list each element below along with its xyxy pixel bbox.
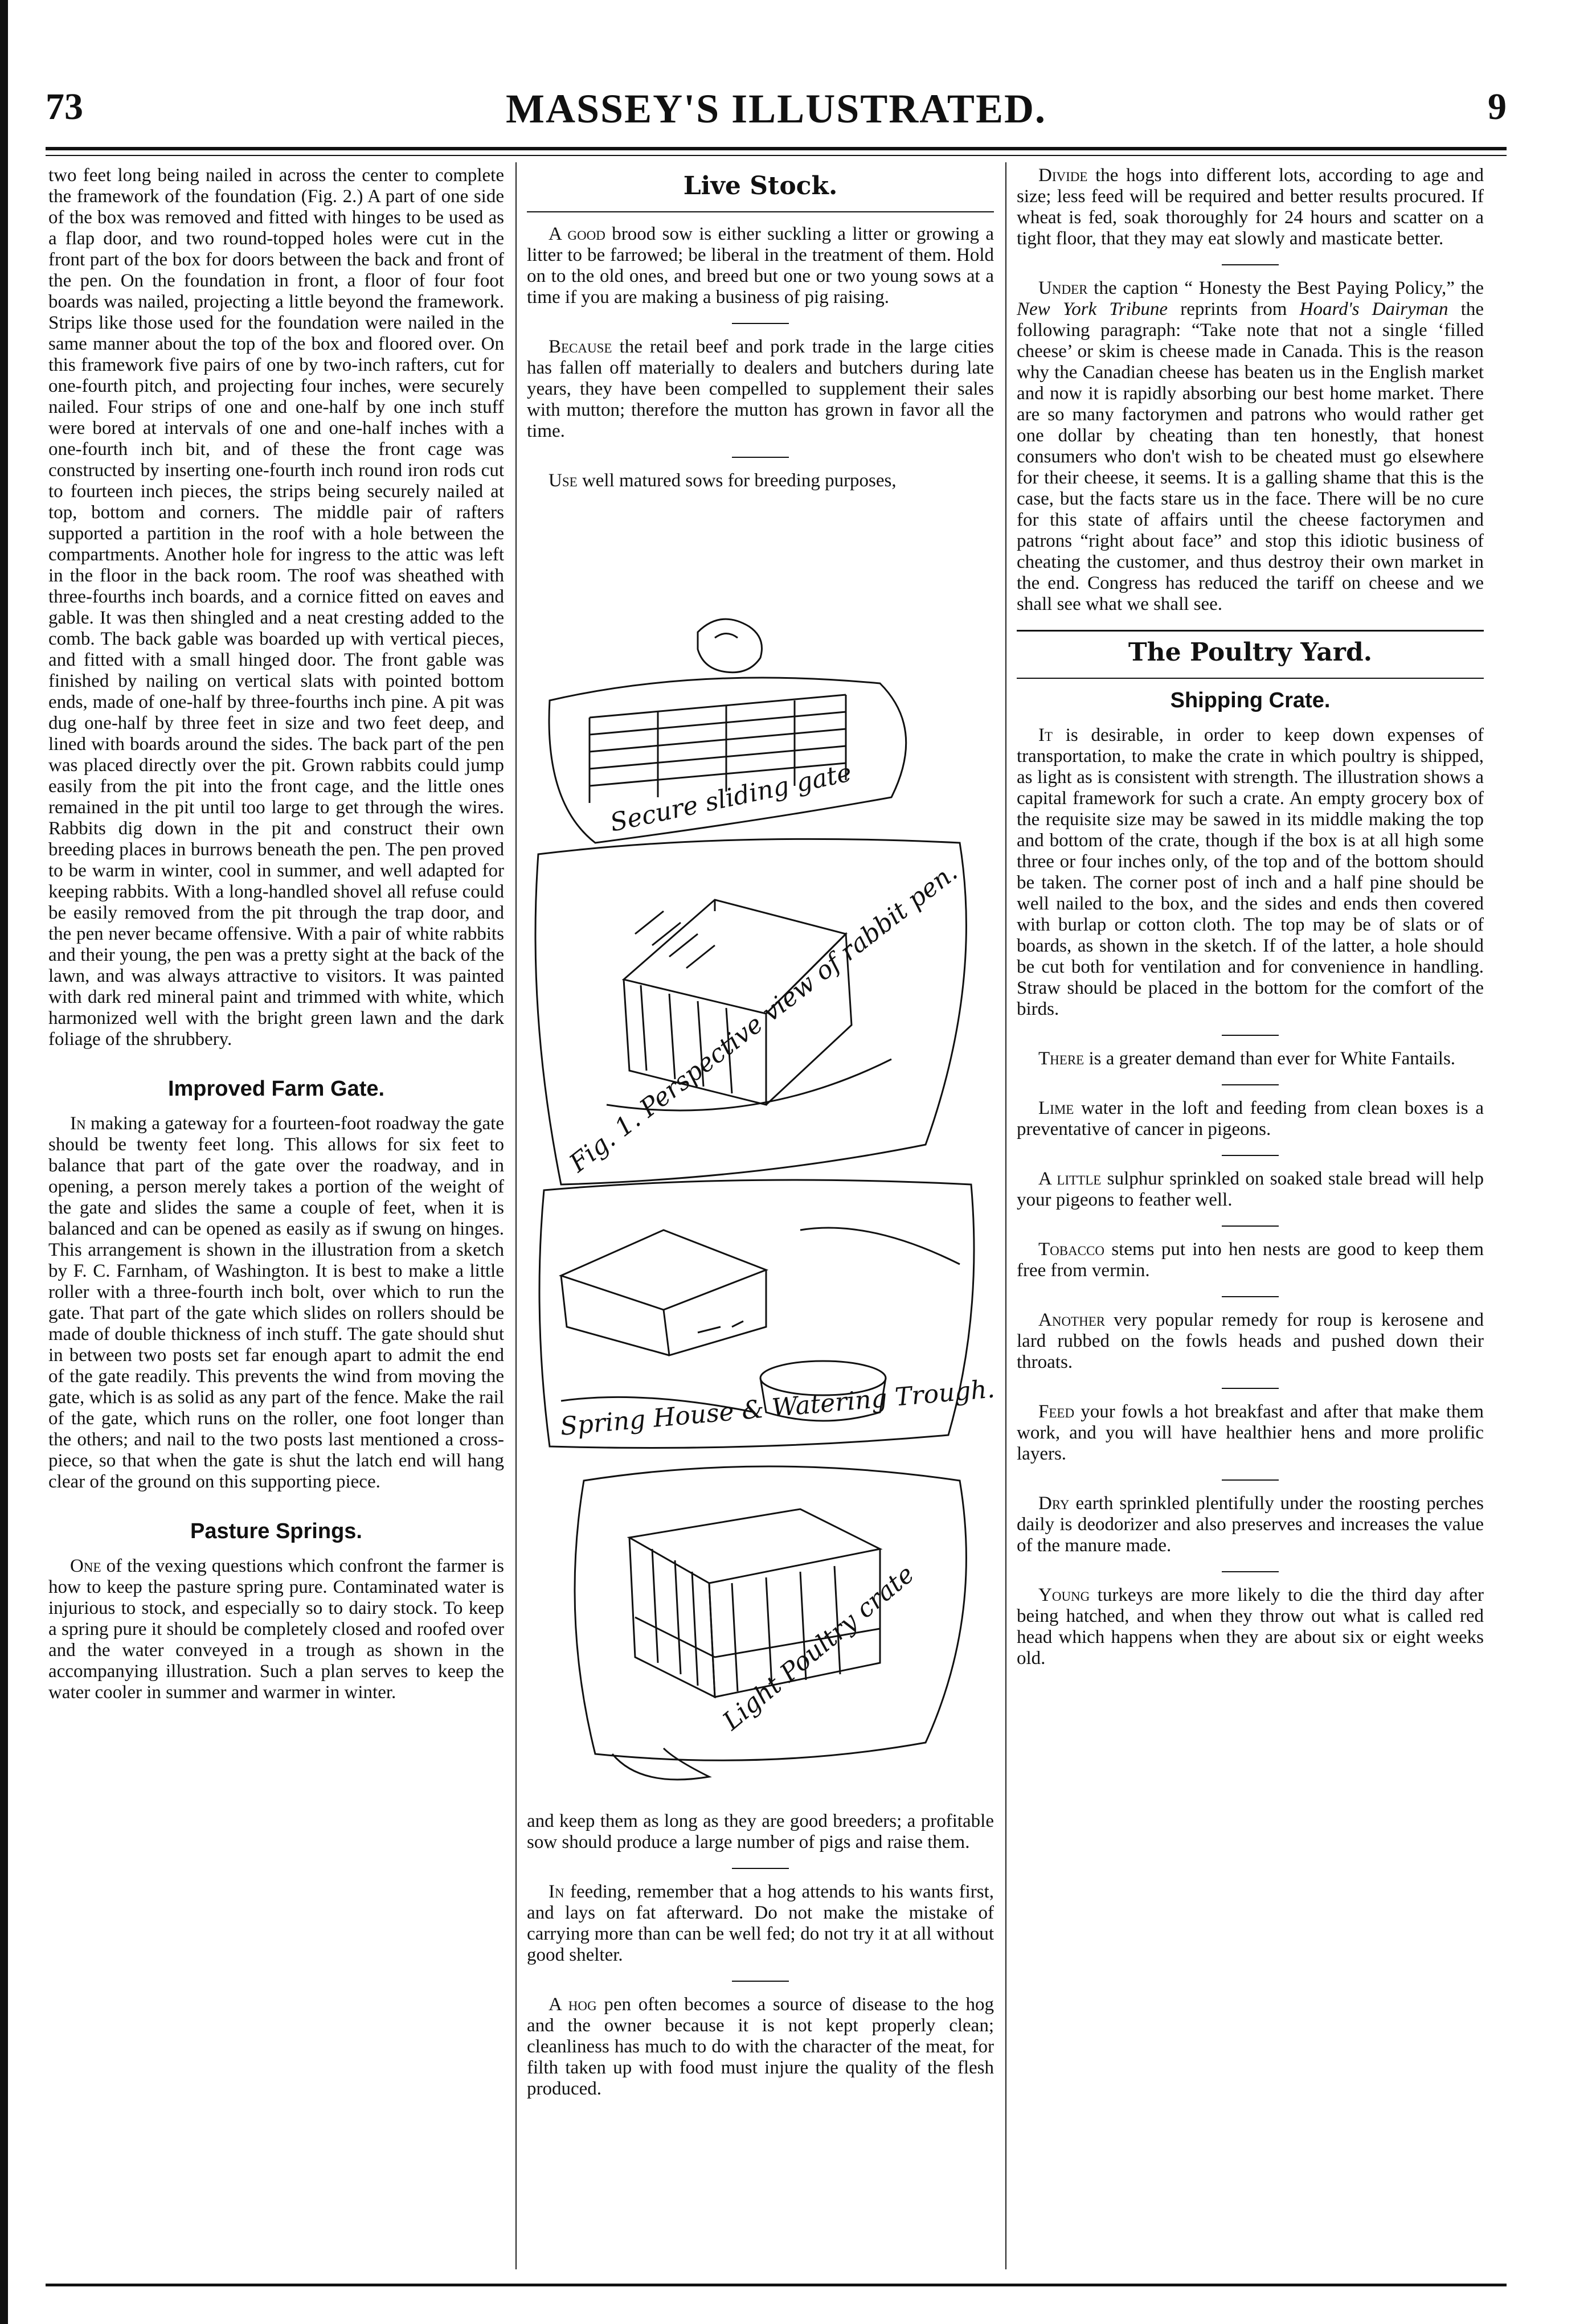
heading-improved-farm-gate: Improved Farm Gate. — [167, 1077, 385, 1101]
rabbit-pen-drawing — [607, 900, 891, 1110]
page-number-right: 9 — [1488, 86, 1507, 128]
heading-poultry-yard: The Poultry Yard. — [1128, 638, 1373, 667]
lead-word: In — [549, 1882, 564, 1902]
column-middle — [527, 165, 994, 506]
lead-word: It — [1038, 725, 1053, 745]
roup-remedy-paragraph — [1017, 1310, 1484, 1373]
pasture-springs-paragraph — [48, 1556, 504, 1703]
item-divider — [1222, 1155, 1279, 1156]
paragraph-text: the hogs into different lots, according to age and size; less feed will be required and better results procured. If wheat is fed, soak thoroughly for 24 hours and scatter on a tight floor, that they may eat slowly and masticate better. — [1017, 165, 1484, 249]
breeding-sows-paragraph — [527, 470, 994, 491]
heading-live-stock: Live Stock. — [683, 171, 838, 200]
lead-word: There — [1038, 1048, 1084, 1069]
item-divider — [1222, 1388, 1279, 1389]
feeding-paragraph — [527, 1882, 994, 1966]
paragraph-text: turkeys are more likely to die the third day after being hatched, and when they throw out what is called red head which happens when they are about six or eight weeks old. — [1017, 1585, 1484, 1669]
page-header — [46, 85, 1507, 137]
engraving-illustration — [527, 615, 994, 1800]
dry-earth-paragraph — [1017, 1493, 1484, 1556]
lead-word: Because — [549, 337, 612, 357]
header-rule — [46, 147, 1507, 150]
caption-rabbit-pen: Fig. 1. Perspective view of rabbit pen. — [564, 857, 963, 1178]
item-divider — [1222, 1035, 1279, 1036]
lead-word: Divide — [1038, 165, 1088, 186]
paragraph-text: the following paragraph: “Take note that not a single ‘filled cheese’ or skim is cheese made in Canada. This is the reason why the Canadian cheese has beaten us in the English market and now it is rapidly absorbing our best home market. There are so many factorymen and patrons who would rather get one dollar by cheating than ten honestly, that honest consumers who don't wish to be cheated must go elsewhere for their cheese, it seems. It is a galling shame that this is the case, but the facts stare us in the face. There will be no cure for this state of affairs until the cheese factorymen and patrons “right about face” and stop this idiotic business of cheating the customer, and thus destroy their own market in the end. Congress has reduced the tariff on cheese and we shall see what we shall see. — [1017, 299, 1484, 614]
newspaper-name: Hoard's Dairyman — [1299, 299, 1448, 319]
lead-word: In — [70, 1113, 86, 1134]
hand-icon — [698, 619, 762, 673]
lead-word: A hog — [549, 1994, 597, 2015]
poultry-crate-drawing — [629, 1509, 880, 1697]
lead-word: Feed — [1038, 1401, 1075, 1422]
lead-word: A good — [549, 224, 605, 244]
paragraph-text: brood sow is either suckling a litter or growing a litter to be farrowed; be liberal in the treatment of them. Hold on to the old ones, and breed but one or two young sows at a time if you are making a business of pig raising. — [527, 224, 995, 308]
paragraph-text: very popular remedy for roup is kerosene and lard rubbed on the fowls heads and pushed down their throats. — [1017, 1310, 1484, 1372]
item-divider — [1222, 1084, 1279, 1085]
caption-poultry-crate: Light Poultry crate — [717, 1559, 920, 1736]
header-rule-thin — [46, 155, 1507, 156]
hog-pen-paragraph — [527, 1994, 994, 2100]
mutton-paragraph — [527, 337, 994, 442]
section-rule — [1017, 678, 1484, 679]
shipping-crate-paragraph — [1017, 725, 1484, 1020]
heading-pasture-springs: Pasture Springs. — [190, 1519, 362, 1543]
section-rule — [527, 211, 994, 212]
column-separator-1 — [515, 162, 517, 2269]
paragraph-text: the retail beef and pork trade in the large cities has fallen off materially to dealers and butchers during late years, they have been compelled to supplement their sales with mutton; therefore the mutton has grown in favor all the time. — [527, 337, 994, 441]
lead-word: Another — [1038, 1310, 1106, 1330]
item-divider — [1222, 1225, 1279, 1227]
item-divider — [732, 1868, 789, 1869]
brood-sow-paragraph — [527, 224, 994, 308]
paragraph-text: reprints from — [1168, 299, 1300, 319]
lead-word: A little — [1038, 1169, 1102, 1189]
column-middle-lower — [527, 1811, 994, 2114]
masthead-title: MASSEY'S ILLUSTRATED. — [506, 86, 1046, 132]
column-right — [1017, 165, 1484, 1684]
paragraph-text: pen often becomes a source of disease to the hog and the owner because it is not kept properly clean; cleanliness has much to do with the character of the meat, for filth taken up with food must injure the quality of the flesh produced. — [527, 1994, 994, 2099]
column-separator-2 — [1005, 162, 1006, 2269]
divide-hogs-paragraph — [1017, 165, 1484, 249]
paragraph-text: well matured sows for breeding purposes, — [577, 470, 897, 491]
lead-word: Under — [1038, 278, 1088, 298]
item-divider — [1222, 1571, 1279, 1572]
sulphur-paragraph — [1017, 1169, 1484, 1211]
heading-shipping-crate: Shipping Crate. — [1170, 688, 1331, 712]
banner-gate — [549, 678, 906, 843]
lead-word: Dry — [1038, 1493, 1070, 1514]
page-edge-rule — [0, 0, 8, 2324]
section-rule — [1017, 630, 1484, 632]
caption-sliding-gate: Secure sliding gate — [607, 758, 854, 838]
paragraph-text: feeding, remember that a hog attends to his wants first, and lays on fat afterward. Do not make the mistake of carrying more than can be well fed; do not try it at all without good shelter. — [527, 1882, 994, 1965]
paragraph-text: of the vexing questions which confront the farmer is how to keep the pasture spring pure. Contaminated water is injurious to stock, and especially so to dairy stock. To keep a spring pure it should be completely closed and roofed over and the water conveyed in a trough as shown in the accompanying illustration. Such a plan serves to keep the water cooler in summer and warmer in winter. — [48, 1556, 504, 1703]
tobacco-paragraph — [1017, 1239, 1484, 1281]
paragraph-text: your fowls a hot breakfast and after that make them work, and you will have healthier hens and more prolific layers. — [1017, 1401, 1484, 1464]
ribbon-tail — [612, 1748, 709, 1780]
feed-fowls-paragraph — [1017, 1401, 1484, 1465]
paragraph-text: making a gateway for a fourteen-foot roadway the gate should be twenty feet long. This allows for six feet to balance that part of the gate over the roadway, and in opening, a person merely takes a portion of the weight of the gate and slides the same a couple of feet, when it is balanced and can be opened as easily as if swung on hinges. This arrangement is shown in the illustration from a sketch by F. C. Farnham, of Washington. It is best to make a little roller with a three-fourth inch bolt, over which to run the gate. That part of the gate which slides on rollers should be made of double thickness of inch stuff. The gate should shut in between two posts set far enough apart to admit the end of the gate readily. This prevents the wind from moving the gate, which is as solid as any part of the fence. Make the rail of the gate, which runs on the roller, one foot longer than the others; and nail to the two posts last mentioned a cross-piece, so that when the gate is shut the latch end will hang clear of the ground on this supporting piece. — [48, 1113, 504, 1492]
lime-water-paragraph — [1017, 1098, 1484, 1140]
lead-word: Tobacco — [1038, 1239, 1105, 1260]
lead-word: Lime — [1038, 1098, 1074, 1118]
page-number-left: 73 — [46, 86, 83, 128]
paragraph-text: water in the loft and feeding from clean boxes is a preventative of cancer in pigeons. — [1017, 1098, 1484, 1140]
item-divider — [1222, 1296, 1279, 1297]
illustration-panel — [527, 615, 994, 1800]
item-divider — [732, 1981, 789, 1982]
lead-word: One — [70, 1556, 101, 1576]
paragraph-text: sulphur sprinkled on soaked stale bread will help your pigeons to feather well. — [1017, 1169, 1484, 1210]
item-divider — [732, 323, 789, 324]
lead-word: Young — [1038, 1585, 1090, 1605]
newspaper-name: New York Tribune — [1017, 299, 1168, 319]
column-left — [48, 165, 504, 1718]
paragraph-text: stems put into hen nests are good to keep them free from vermin. — [1017, 1239, 1484, 1281]
farm-gate-paragraph — [48, 1113, 504, 1493]
young-turkeys-paragraph — [1017, 1585, 1484, 1669]
footer-rule — [46, 2284, 1507, 2286]
paragraph-text: earth sprinkled plentifully under the roosting perches daily is deodorizer and also preserves and increases the value of the manure made. — [1017, 1493, 1484, 1556]
paragraph-text: is desirable, in order to keep down expenses of transportation, to make the crate in which poultry is shipped, as light as is consistent with strength. The illustration shows a capital framework for such a crate. An empty grocery box of the requisite size may be sawed in its middle making the top and bottom of the crate, though if the box is at all high some three or four inches only, of the top and of the bottom should be taken. The corner post of inch and a half pine should be well nailed to the box, and the sides and ends then covered with burlap or cotton cloth. The top may be of slats or of boards, as shown in the sketch. If of the latter, a hole should be cut both for ventilation and for convenience in handling. Straw should be placed in the bottom for the comfort of the birds. — [1017, 725, 1484, 1019]
item-divider — [1222, 1479, 1279, 1481]
breeding-sows-continued: and keep them as long as they are good breeders; a profitable sow should produce a large number of pigs and raise them. — [527, 1811, 994, 1852]
item-divider — [732, 457, 789, 458]
caption-spring-house: Spring House & Watering Trough. — [559, 1374, 994, 1441]
honesty-paragraph — [1017, 278, 1484, 615]
lead-word: Use — [549, 470, 578, 491]
paragraph-text: is a greater demand than ever for White Fantails. — [1084, 1048, 1456, 1069]
fantails-paragraph — [1017, 1048, 1484, 1069]
paragraph-text: the caption “ Honesty the Best Paying Policy,” the — [1087, 278, 1484, 298]
item-divider — [1222, 264, 1279, 265]
rabbit-pen-paragraph: two feet long being nailed in across the center to complete the framework of the foundation (Fig. 2.) A part of one side of the box was removed and fitted with hinges to be used as a flap door, and two round-topped holes were cut in the front part of the box for doors between the back and front of the pen. On the foundation in front, a floor of four foot boards was nailed, projecting a little beyond the framework. Strips like those used for the foundation were nailed in the same manner about the top of the box and floored over. On this framework five pairs of one by two-inch rafters, cut for one-fourth pitch, and projecting four inches, were securely nailed. Four strips of one and one-half by one inch stuff were bored at intervals of one and one-half inches with a one-fourth inch bit, and of these the front cage was constructed by inserting one-fourth inch round iron rods cut to fourteen inch pieces, the strips being securely nailed at top, bottom and corners. The middle pair of rafters supported a partition in the roof with a hole between the compartments. Another hole for ingress to the attic was left in the floor in the back room. The roof was sheathed with three-fourths inch boards, and a cornice fitted on eaves and gable. It was then shingled and a neat cresting added to the comb. The back gable was boarded up with vertical pieces, and fitted with a small hinged door. The front gable was finished by nailing on vertical slats with pointed bottom ends, made of one-half by three-fourths inch pine. A pit was dug one-half by three feet in size and two feet deep, and lined with boards around the sides. The back part of the pen was placed directly over the pit. Grown rabbits could jump easily from the pit into the front cage, and the little ones remained in the pit until too large to get through the wires. Rabbits dig down in the pit and construct their own breeding places in burrows beneath the pen. The pen proved to be warm in winter, cool in summer, and well adapted for keeping rabbits. With a long-handled shovel all refuse could be easily removed from the pit through the trap door, and the pen never became offensive. With a pair of white rabbits and their young, the pen was a pretty sight at the back of the lawn, and was always attractive to visitors. It was painted with dark red mineral paint and trimmed with white, which harmonized well with the bright green lawn and the dark foliage of the shrubbery. — [48, 165, 504, 1050]
